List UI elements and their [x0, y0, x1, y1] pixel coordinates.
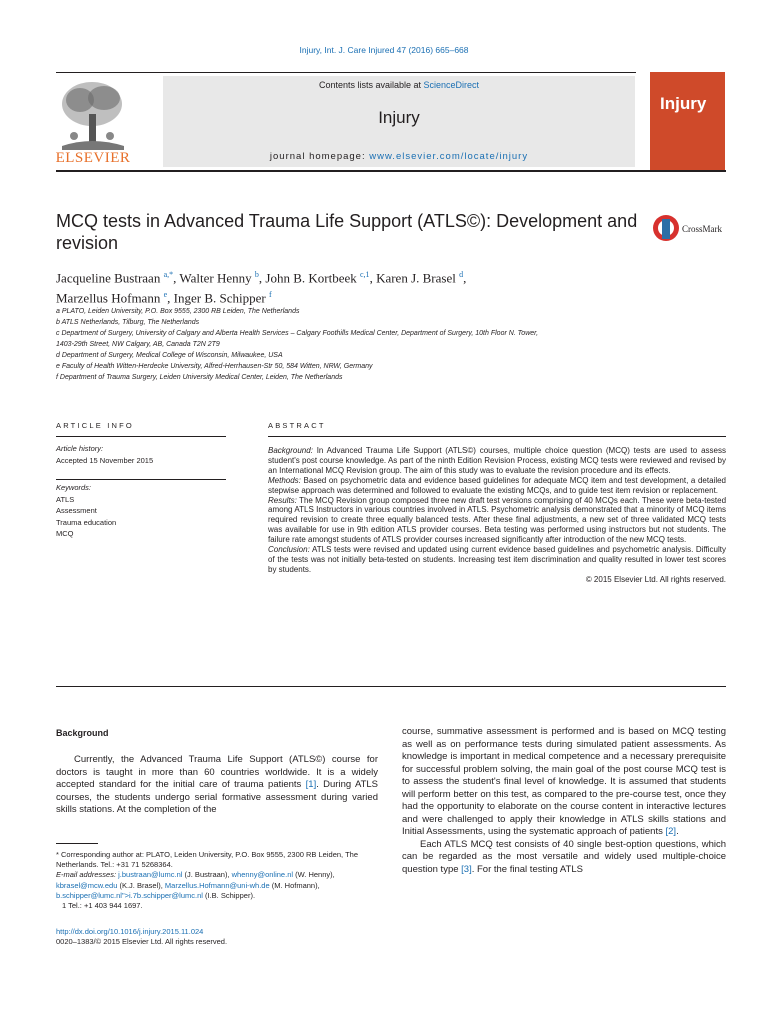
- abstract-text: Based on psychometric data and evidence based guidelines for adequate MCQ item and test development, a detailed stepwise approach was determined and followed to evaluate the existing MCQs, and to guide test item revision or replacement.: [268, 475, 726, 495]
- abstract-label: Background:: [268, 446, 313, 455]
- body-text: . During ATLS courses, the students undergo serial formative assessment during varied skills stations. At the completion of the: [56, 779, 379, 815]
- email-link[interactable]: whenny@online.nl: [231, 870, 294, 880]
- abstract-text: In Advanced Trauma Life Support (ATLS©) courses, multiple choice question (MCQ) tests are used to assess student's post course knowledge. As part of the ninth Edition Revision Process, existing MCQ tests were reviewed and revised by an International MCQ Revision group. The aim of this study was to evaluate the revision procedure and its effects.: [268, 446, 726, 475]
- sciencedirect-link[interactable]: ScienceDirect: [423, 80, 480, 90]
- keyword: Assessment: [56, 506, 97, 515]
- crossmark-label[interactable]: CrossMark: [682, 224, 722, 234]
- journal-cover-image: [650, 72, 725, 170]
- email-link[interactable]: kbrasel@mcw.edu: [56, 880, 118, 890]
- issn-copyright: 0020–1383/© 2015 Elsevier Ltd. All rights reserved.: [56, 937, 228, 947]
- author-name[interactable]: John B. Kortbeek: [265, 270, 357, 286]
- author-name[interactable]: Marzellus Hofmann: [56, 290, 161, 306]
- contents-available-line: [163, 80, 635, 90]
- body-paragraph: [402, 839, 726, 877]
- contents-prefix: Contents lists available at: [318, 80, 424, 90]
- abstract-body: [268, 446, 726, 585]
- accepted-date: Accepted 15 November 2015: [56, 455, 154, 465]
- keyword: ATLS: [56, 494, 75, 504]
- email-owner: (W. Henny),: [295, 870, 335, 880]
- abstract-label: Methods:: [268, 475, 301, 485]
- abstract-conclusion: [268, 545, 726, 575]
- affiliation: f Department of Trauma Surgery, Leiden University Medical Center, Leiden, The Netherlands: [56, 374, 343, 381]
- body-column-right: [402, 726, 726, 876]
- keywords-rule: [56, 479, 226, 480]
- body-text: Each ATLS MCQ test consists of 40 single best-option questions, which can be regarded as the most versatile and widely used multiple-choice question type: [402, 838, 726, 875]
- keyword: MCQ: [56, 529, 74, 538]
- doi-block: [56, 927, 378, 947]
- body-column-left: [56, 754, 378, 817]
- journal-name: Injury: [378, 108, 420, 127]
- footnote-rule: [56, 843, 98, 844]
- body-text: . For the final testing ATLS: [471, 863, 583, 875]
- elsevier-wordmark: ELSEVIER: [55, 150, 131, 166]
- email-owner: (J. Bustraan),: [182, 870, 232, 880]
- article-info-heading: ARTICLE INFO: [56, 421, 134, 430]
- abstract-text: The MCQ Revision group composed three new draft test versions comprising of 40 MCQs each. These were beta-tested among ATLS Instructors in various countries involved in ATLS. Psychometric analysis demonstrated that a minority of MCQ items required revision to create three equally balanced tests. After these final adjustments, a new set of three validated MCQ tests was available for use in 9th edition ATLS provider courses. Beta testing was performed using instructors but not students. The failure rate amongst students of ATLS provider courses increased significantly after introduction of the new MCQ tests.: [268, 495, 727, 545]
- header-top-rule: [56, 72, 636, 73]
- author-affiliation-marker[interactable]: a,*: [163, 270, 174, 279]
- corresponding-author-note: * Corresponding author at: PLATO, Leiden University, P.O. Box 9555, 2300 RB Leiden, The Netherlands. Tel.: +31 71 5268364.: [56, 850, 358, 870]
- author-affiliation-marker[interactable]: d: [459, 270, 464, 279]
- email-owner: (K.J. Brasel),: [117, 880, 165, 890]
- affiliation: e Faculty of Health Witten-Herdecke University, Alfred-Herrhausen-Str 50, 584 Witten, NRW, Germany: [56, 363, 373, 370]
- author-list: Jacqueline Bustraan $^{a,*}$, Walter Henny $^b$, John B. Kortbeek $^{c,1}$, Karen J. Brasel $^d$, Marzellus Hofmann $^e$, Inger B. Schipper $^f$: [56, 270, 467, 306]
- email-link[interactable]: j.bustraan@lumc.nl: [118, 870, 183, 880]
- author-affiliation-marker[interactable]: f: [268, 290, 272, 300]
- body-text: Currently, the Advanced Trauma Life Support (ATLS©) course for doctors is taught in more than 60 countries worldwide. It is a widely accepted standard for the initial care of trauma patients: [56, 754, 378, 790]
- keyword: Trauma education: [56, 517, 117, 527]
- author-name[interactable]: Jacqueline Bustraan: [56, 270, 161, 286]
- email-link[interactable]: Marzellus.Hofmann@uni-wh.de: [164, 880, 270, 890]
- abstract-label: Conclusion:: [268, 545, 310, 555]
- email-addresses: [56, 870, 382, 901]
- article-title: MCQ tests in Advanced Trauma Life Support (ATLS©): Development and revision: [56, 211, 638, 253]
- abstract-methods: [268, 476, 726, 496]
- abstract-heading: ABSTRACT: [268, 421, 326, 430]
- email-owner: (I.B. Schipper).: [202, 890, 256, 900]
- abstract-bottom-rule: [56, 686, 726, 687]
- email-owner: (M. Hofmann),: [271, 880, 320, 890]
- author-affiliation-marker[interactable]: e: [163, 290, 168, 300]
- body-text: .: [676, 826, 679, 837]
- abstract-background: [268, 446, 726, 476]
- body-paragraph: [56, 754, 378, 817]
- reference-link[interactable]: [3]: [461, 863, 472, 875]
- doi-link[interactable]: http://dx.doi.org/10.1016/j.injury.2015.11.024: [56, 927, 204, 936]
- body-paragraph: [402, 726, 726, 839]
- journal-homepage-line: [163, 151, 635, 162]
- abstract-text: ATLS tests were revised and updated using current evidence based guidelines and psychometric analysis. Difficulty of the tests was not initially beta-tested on students. Increasing test item discrimination and quality resulted in lower test scores by students.: [268, 545, 727, 574]
- email-label: E-mail addresses:: [56, 870, 117, 880]
- homepage-prefix: journal homepage:: [269, 151, 370, 162]
- body-text: course, summative assessment is performed and is based on MCQ testing as well as on performance tests during simulated patient assessments. As knowledge is important in medical competence and a necessary prerequisite for successful problem solving, the main goal of the post course MCQ test is to assess the student's final level of knowledge. It is assumed that students will perform better on this test, as compared to the pre-course test, once they had the opportunity to elaborate on the course content in interactive lectures and were challenged to apply their knowledge in ATLS skills stations and Initial Assessments, using the systematic approach of patients: [402, 726, 726, 837]
- affiliation: 1403-29th Street, NW Calgary, AB, Canada T2N 2T9: [56, 341, 220, 348]
- journal-reference[interactable]: Injury, Int. J. Care Injured 47 (2016) 665–668: [299, 45, 469, 55]
- author-name[interactable]: Karen J. Brasel: [376, 270, 456, 286]
- affiliation: a PLATO, Leiden University, P.O. Box 9555, 2300 RB Leiden, The Netherlands: [56, 308, 300, 315]
- journal-homepage-link[interactable]: www.elsevier.com/locate/injury: [369, 151, 529, 162]
- affiliation: d Department of Surgery, Medical College of Wisconsin, Milwaukee, USA: [56, 352, 283, 359]
- keywords-label: Keywords:: [56, 483, 92, 492]
- crossmark-icon[interactable]: [652, 213, 680, 245]
- cover-title: Injury: [660, 94, 707, 113]
- reference-link[interactable]: [2]: [665, 826, 677, 837]
- abstract-results: [268, 496, 726, 546]
- author-name[interactable]: Inger B. Schipper: [173, 290, 266, 306]
- telephone-note: 1 Tel.: +1 403 944 1697.: [62, 901, 143, 911]
- affiliation: b ATLS Netherlands, Tilburg, The Netherlands: [56, 319, 200, 326]
- reference-link[interactable]: [1]: [305, 779, 317, 790]
- abstract-copyright: © 2015 Elsevier Ltd. All rights reserved.: [585, 574, 726, 584]
- footnotes: [56, 850, 382, 911]
- keywords-block: [56, 482, 226, 540]
- abstract-rule: [268, 436, 726, 437]
- history-label: Article history:: [56, 444, 104, 453]
- author-name[interactable]: Walter Henny: [179, 270, 252, 286]
- affiliation: c Department of Surgery, University of Calgary and Alberta Health Services – Calgary Foothills Medical Center, Department of Surgery, 10th Floor N. Tower,: [56, 330, 539, 337]
- author-affiliation-marker[interactable]: c,1: [360, 270, 370, 279]
- author-affiliation-marker[interactable]: b: [254, 270, 259, 279]
- abstract-label: Results:: [268, 495, 297, 505]
- affiliation-list: [56, 306, 706, 383]
- email-link[interactable]: b.schipper@lumc.nl">i.7b.schipper@lumc.nl: [56, 890, 203, 900]
- article-history: [56, 444, 226, 465]
- article-info-rule: [56, 436, 226, 437]
- section-heading-background: Background: [56, 728, 109, 738]
- header-bottom-rule: [56, 170, 726, 172]
